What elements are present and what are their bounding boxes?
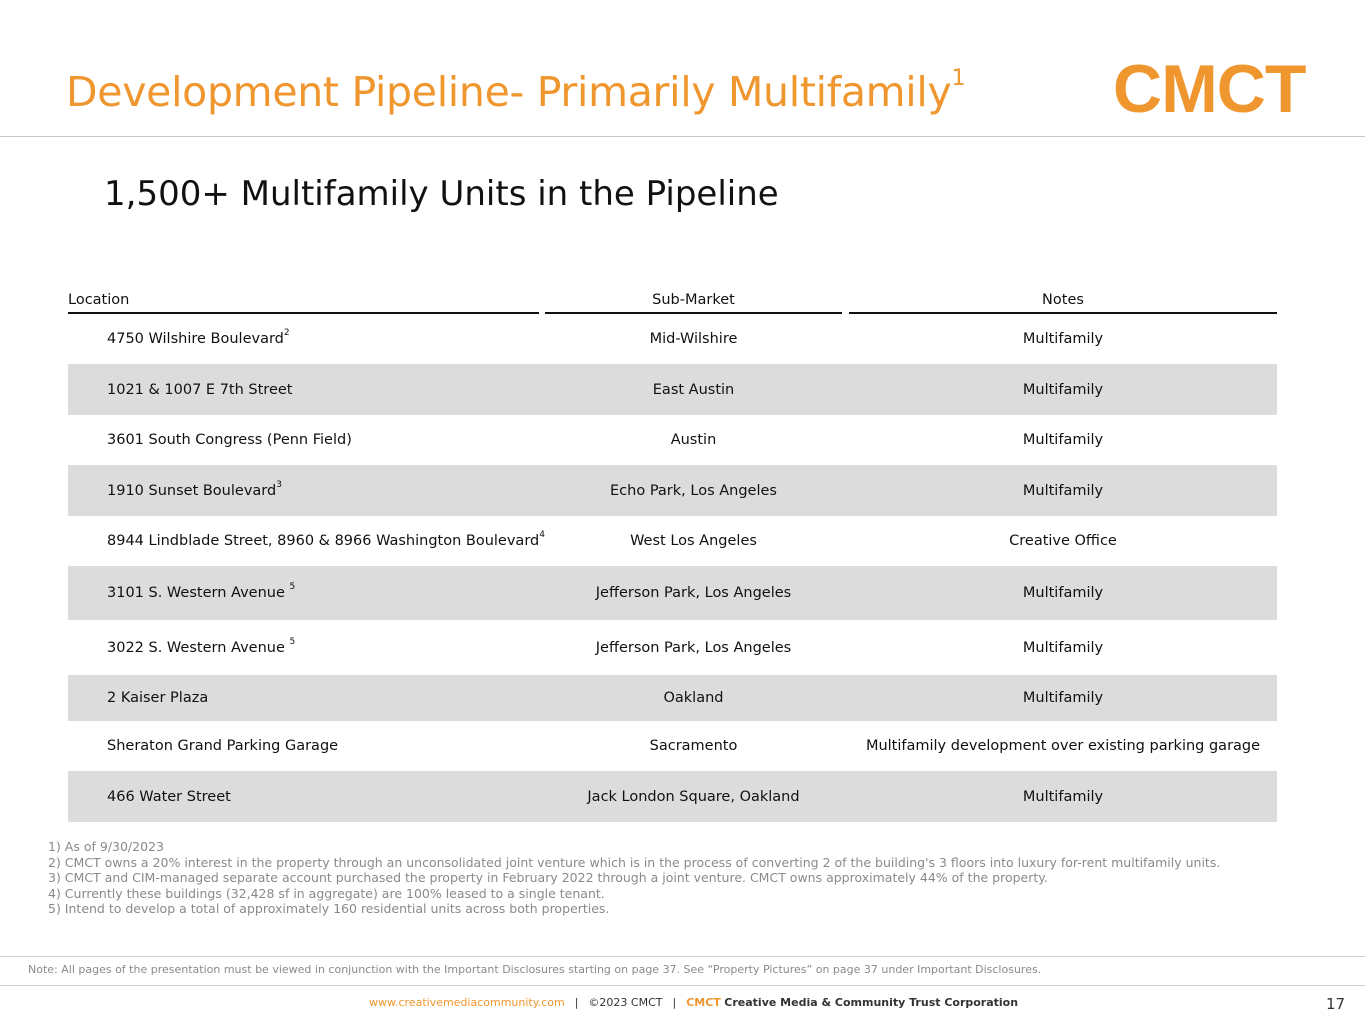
footer-separator: |	[574, 996, 579, 1009]
location-text: 8944 Lindblade Street, 8960 & 8966 Washington Boulevard	[107, 533, 540, 549]
pipeline-table	[68, 288, 1277, 822]
notes-cell: Multifamily	[1022, 432, 1104, 448]
footnote-ref: 4	[539, 530, 545, 540]
table-row	[68, 364, 1277, 415]
table-row	[68, 314, 1277, 364]
location-text: 3101 S. Western Avenue	[107, 585, 290, 601]
submarket-cell: Sacramento	[649, 738, 738, 754]
submarket-cell: Mid-Wilshire	[649, 331, 738, 347]
footnote-5: 5) Intend to develop a total of approximately 160 residential units across both properties.	[48, 901, 610, 917]
table-row	[68, 675, 1277, 721]
submarket-cell: Jefferson Park, Los Angeles	[595, 639, 792, 656]
footer-separator: |	[672, 996, 677, 1009]
location-cell	[107, 530, 545, 549]
footer-brand: CMCT	[686, 996, 721, 1009]
table-row	[68, 415, 1277, 465]
table-row	[68, 721, 1277, 771]
table-row	[68, 620, 1277, 675]
notes-cell: Multifamily	[1022, 381, 1104, 398]
cmct-logo: CMCT	[1113, 51, 1306, 127]
location-text: 466 Water Street	[107, 788, 231, 805]
table-row	[68, 465, 1277, 516]
footnote-2: 2) CMCT owns a 20% interest in the property through an unconsolidated joint venture which is in the process of converting 2 of the building's 3 floors into luxury for-rent multifamily units.	[48, 854, 1221, 870]
location-text: 1021 & 1007 E 7th Street	[107, 381, 293, 398]
location-cell	[107, 328, 290, 347]
page-title	[66, 68, 965, 116]
location-text: 4750 Wilshire Boulevard	[107, 331, 284, 347]
note-divider-top	[0, 956, 1365, 957]
location-cell	[107, 479, 282, 499]
footnote-3: 3) CMCT and CIM-managed separate account purchased the property in February 2022 through a joint venture. CMCT owns approximately 44% of the property.	[48, 870, 1048, 886]
location-cell	[107, 636, 296, 656]
location-text: 3022 S. Western Avenue	[107, 639, 290, 656]
submarket-cell: West Los Angeles	[630, 533, 757, 549]
footnote-ref: 3	[276, 479, 282, 490]
disclosure-note: Note: All pages of the presentation must be viewed in conjunction with the Important Disclosures starting on page 37. See “Property Pictures” on page 37 under Important Disclosures.	[28, 963, 1042, 976]
page-title-text: Development Pipeline- Primarily Multifamily	[66, 68, 952, 116]
header-divider	[0, 136, 1365, 137]
footer-website-link[interactable]: www.creativemediacommunity.com	[369, 996, 565, 1009]
location-cell	[107, 789, 231, 805]
notes-cell: Multifamily	[1022, 639, 1104, 656]
notes-cell: Multifamily	[1022, 788, 1104, 805]
footnote-ref: 2	[283, 328, 290, 338]
submarket-cell: Jefferson Park, Los Angeles	[595, 585, 792, 601]
section-heading: 1,500+ Multifamily Units in the Pipeline	[104, 174, 779, 214]
footnote-4: 4) Currently these buildings (32,428 sf in aggregate) are 100% leased to a single tenant.	[48, 885, 605, 901]
notes-cell: Multifamily	[1022, 482, 1104, 499]
submarket-cell: Echo Park, Los Angeles	[610, 482, 777, 499]
footnote-ref: 5	[289, 636, 296, 647]
footnote-1: 1) As of 9/30/2023	[48, 839, 164, 854]
submarket-cell: Oakland	[663, 690, 724, 706]
note-divider-bottom	[0, 985, 1365, 986]
location-cell	[107, 738, 338, 754]
table-row	[68, 771, 1277, 822]
location-cell	[107, 582, 296, 601]
column-header-submarket: Sub-Market	[545, 292, 842, 314]
location-cell	[107, 432, 352, 448]
footnotes	[48, 839, 1220, 917]
location-text: 3601 South Congress (Penn Field)	[107, 432, 352, 448]
notes-cell: Multifamily development over existing parking garage	[865, 738, 1261, 754]
page-title-footnote-ref: 1	[951, 66, 966, 91]
location-cell	[107, 382, 292, 398]
submarket-cell: Austin	[670, 432, 717, 448]
page-number: 17	[1326, 995, 1346, 1013]
table-header	[68, 288, 1277, 314]
page-footer	[369, 996, 1018, 1009]
column-header-notes: Notes	[849, 292, 1277, 314]
submarket-cell: East Austin	[652, 381, 735, 398]
footer-copyright: ©2023 CMCT	[588, 996, 663, 1009]
column-header-location: Location	[68, 292, 539, 314]
notes-cell: Multifamily	[1022, 331, 1104, 347]
notes-cell: Multifamily	[1022, 585, 1104, 601]
notes-cell: Creative Office	[1009, 533, 1117, 549]
location-text: 1910 Sunset Boulevard	[107, 482, 277, 499]
location-text: 2 Kaiser Plaza	[107, 690, 209, 706]
notes-cell: Multifamily	[1022, 690, 1104, 706]
table-row	[68, 566, 1277, 620]
footer-corporation: Creative Media & Community Trust Corporation	[724, 996, 1019, 1009]
table-row	[68, 516, 1277, 566]
submarket-cell: Jack London Square, Oakland	[587, 788, 800, 805]
location-text: Sheraton Grand Parking Garage	[107, 738, 339, 754]
location-cell	[107, 690, 208, 706]
footnote-ref: 5	[289, 582, 296, 592]
